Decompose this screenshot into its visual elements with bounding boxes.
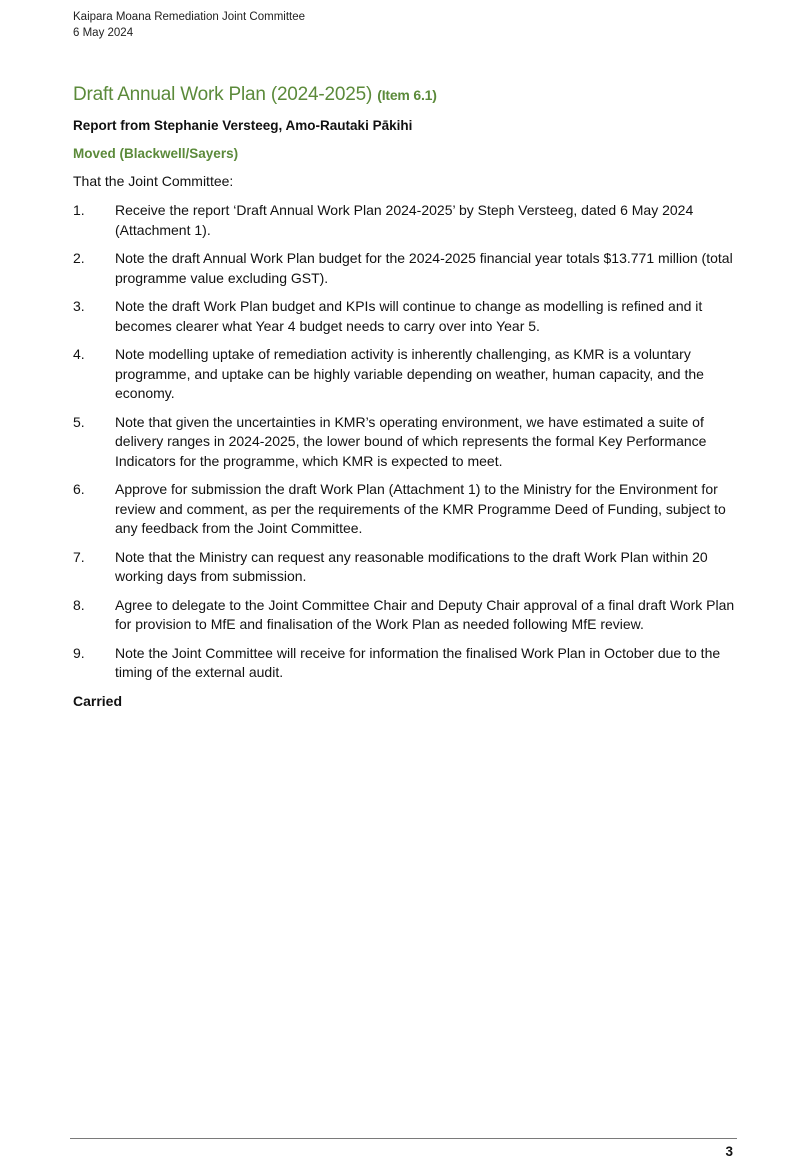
resolution-text: Approve for submission the draft Work Plan (Attachment 1) to the Ministry for the Environment for review and comment, as per the requirements of the KMR Programme Deed of Funding, subject to any feedback from the Joint Committee. [115,481,726,536]
committee-name: Kaipara Moana Remediation Joint Committee [73,11,306,23]
resolution-item [73,345,737,404]
resolution-text: Receive the report ‘Draft Annual Work Plan 2024-2025’ by Steph Versteeg, dated 6 May 2024 (Attachment 1). [115,202,694,238]
resolution-text: Note the Joint Committee will receive for information the finalised Work Plan in October due to the timing of the external audit. [115,644,721,680]
resolution-number: 2. [73,250,85,266]
resolution-text: Note modelling uptake of remediation activity is inherently challenging, as KMR is a voluntary programme, and uptake can be highly variable depending on weather, human capacity, and the economy. [115,346,704,401]
resolution-number: 6. [73,481,85,497]
resolution-number: 5. [73,413,85,430]
resolution-item [73,413,737,472]
resolution-text: Note that the Ministry can request any reasonable modifications to the draft Work Plan within 20 working days from submission. [115,548,708,584]
resolution-item [73,548,737,587]
resolution-number: 3. [73,298,85,314]
resolution-text: Agree to delegate to the Joint Committee Chair and Deputy Chair approval of a final draft Work Plan for provision to MfE and finalisation of the Work Plan as needed following MfE review. [115,596,735,632]
resolution-item [73,249,737,288]
resolution-list [73,201,737,683]
resolution-text: Note that given the uncertainties in KMR’s operating environment, we have estimated a suite of delivery ranges in 2024-2025, the lower bound of which represents the formal Key Performance Indicators for the programme, which KMR is expected to meet. [115,413,707,469]
page-number: 3 [725,1144,733,1159]
moved-by: Moved (Blackwell/Sayers) [73,146,239,161]
resolution-item [73,644,737,683]
item-title [73,82,737,108]
resolution-item [73,201,737,240]
resolution-text: Note the draft Annual Work Plan budget for the 2024-2025 financial year totals $13.771 million (total programme value excluding GST). [115,250,733,286]
item-title-text: Draft Annual Work Plan (2024-2025) [73,84,373,105]
motion-outcome: Carried [73,692,123,709]
agenda-item [73,82,737,711]
report-author: Report from Stephanie Versteeg, Amo-Rautaki Pākihi [73,118,413,133]
resolution-intro: That the Joint Committee: [73,173,234,189]
resolution-text: Note the draft Work Plan budget and KPIs will continue to change as modelling is refined and it becomes clearer what Year 4 budget needs to carry over into Year 5. [115,298,703,334]
item-reference: (Item 6.1) [377,87,437,103]
resolution-number: 1. [73,202,85,218]
resolution-number: 8. [73,596,85,613]
meeting-date: 6 May 2024 [73,27,134,39]
resolution-item [73,596,737,635]
footer-divider [70,1138,737,1139]
resolution-number: 9. [73,644,85,661]
resolution-number: 7. [73,548,85,565]
document-header [73,9,305,41]
resolution-item [73,297,737,336]
resolution-item [73,480,737,539]
resolution-number: 4. [73,346,85,362]
